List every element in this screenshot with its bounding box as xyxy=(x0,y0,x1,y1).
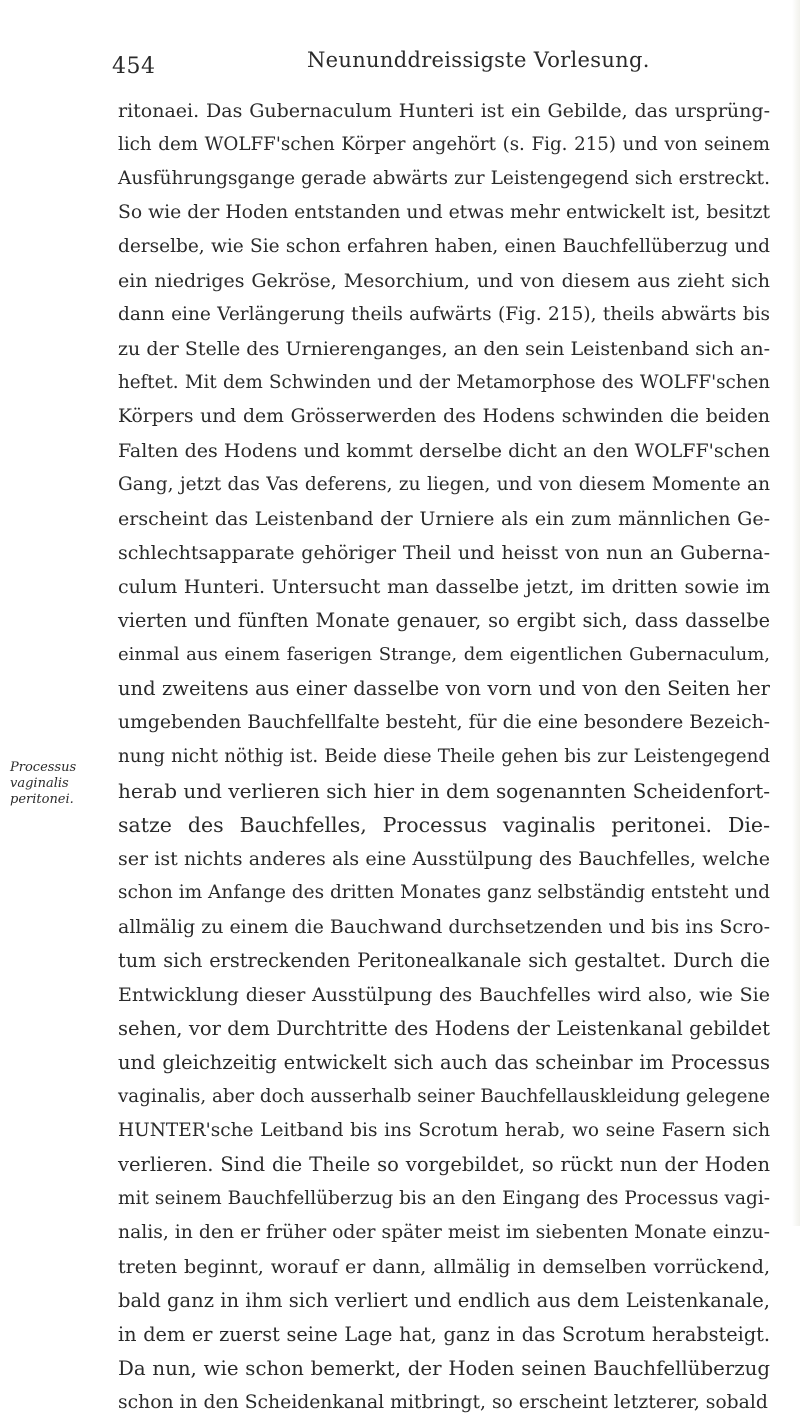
text-line: allmälig zu einem die Bauchwand durchsetzenden und bis ins Scro- xyxy=(118,916,770,938)
text-line: Falten des Hodens und kommt derselbe dicht an den WOLFF'schen xyxy=(118,440,770,462)
text-line: treten beginnt, worauf er dann, allmälig in demselben vorrückend, xyxy=(118,1256,770,1278)
text-line: schon im Anfange des dritten Monates ganz selbständig entsteht und xyxy=(118,882,770,903)
margin-note xyxy=(10,760,102,808)
text-line: So wie der Hoden entstanden und etwas mehr entwickelt ist, besitzt xyxy=(118,202,770,223)
text-line: schon in den Scheidenkanal mitbringt, so erscheint letzterer, sobald xyxy=(118,1392,768,1413)
text-line: in dem er zuerst seine Lage hat, ganz in das Scrotum herabsteigt. xyxy=(118,1323,770,1346)
text-line: einmal aus einem faserigen Strange, dem eigentlichen Gubernaculum, xyxy=(118,644,770,665)
text-line: culum Hunteri. Untersucht man dasselbe jetzt, im dritten sowie im xyxy=(118,576,770,598)
text-line: erscheint das Leistenband der Urniere als ein zum männlichen Ge- xyxy=(118,508,770,530)
scan-edge-shadow xyxy=(792,0,800,1226)
text-line: Gang, jetzt das Vas deferens, zu liegen, und von diesem Momente an xyxy=(118,474,770,495)
text-line: Entwicklung dieser Ausstülpung des Bauchfelles wird also, wie Sie xyxy=(118,984,770,1006)
text-line: und gleichzeitig entwickelt sich auch das scheinbar im Processus xyxy=(118,1051,770,1074)
text-line: verlieren. Sind die Theile so vorgebildet, so rückt nun der Hoden xyxy=(118,1153,770,1176)
text-line: HUNTER'sche Leitband bis ins Scrotum herab, wo seine Fasern sich xyxy=(118,1120,770,1141)
text-line: ser ist nichts anderes als eine Ausstülpung des Bauchfelles, welche xyxy=(118,848,770,870)
text-line: tum sich erstreckenden Peritonealkanale sich gestaltet. Durch die xyxy=(118,949,770,972)
text-line: derselbe, wie Sie schon erfahren haben, einen Bauchfellüberzug und xyxy=(118,236,770,257)
text-line: bald ganz in ihm sich verliert und endlich aus dem Leistenkanale, xyxy=(118,1289,770,1312)
text-line: dann eine Verlängerung theils aufwärts (Fig. 215), theils abwärts bis xyxy=(118,304,770,325)
text-line: schlechtsapparate gehöriger Theil und heisst von nun an Guberna- xyxy=(118,542,770,564)
margin-note-line: Processus xyxy=(10,760,77,775)
body-text xyxy=(118,94,770,1420)
running-title: Neununddreissigste Vorlesung. xyxy=(307,48,650,72)
text-line: ein niedriges Gekröse, Mesorchium, und von diesem aus zieht sich xyxy=(118,270,770,292)
text-line: nung nicht nöthig ist. Beide diese Theile gehen bis zur Leistengegend xyxy=(118,746,770,767)
text-line: sehen, vor dem Durchtritte des Hodens der Leistenkanal gebildet xyxy=(118,1017,770,1040)
text-line: satze des Bauchfelles, Processus vaginalis peritonei. Die- xyxy=(118,813,770,837)
text-line: mit seinem Bauchfellüberzug bis an den Eingang des Processus vagi- xyxy=(118,1188,770,1209)
text-line: umgebenden Bauchfellfalte besteht, für die eine besondere Bezeich- xyxy=(118,712,770,733)
text-line: und zweitens aus einer dasselbe von vorn und von den Seiten her xyxy=(118,677,770,700)
text-line: vaginalis, aber doch ausserhalb seiner Bauchfellauskleidung gelegene xyxy=(118,1086,770,1107)
running-head xyxy=(0,44,800,84)
text-line: vierten und fünften Monate genauer, so ergibt sich, dass dasselbe xyxy=(118,609,770,632)
margin-note-line: peritonei. xyxy=(10,792,74,807)
text-line: Körpers und dem Grösserwerden des Hodens schwinden die beiden xyxy=(118,406,770,427)
text-line: herab und verlieren sich hier in dem sogenannten Scheidenfort- xyxy=(118,779,770,803)
text-line: nalis, in den er früher oder später meist im siebenten Monate einzu- xyxy=(118,1222,770,1243)
page-number: 454 xyxy=(112,54,156,79)
text-line: ritonaei. Das Gubernaculum Hunteri ist ein Gebilde, das ursprüng- xyxy=(118,100,770,122)
text-line: heftet. Mit dem Schwinden und der Metamorphose des WOLFF'schen xyxy=(118,372,770,393)
text-line: Ausführungsgange gerade abwärts zur Leistengegend sich erstreckt. xyxy=(118,168,770,189)
margin-note-line: vaginalis xyxy=(10,776,69,791)
text-line: lich dem WOLFF'schen Körper angehört (s. Fig. 215) und von seinem xyxy=(118,134,770,155)
text-line: Da nun, wie schon bemerkt, der Hoden seinen Bauchfellüberzug xyxy=(118,1357,770,1380)
text-line: zu der Stelle des Urnierenganges, an den sein Leistenband sich an- xyxy=(118,338,770,360)
